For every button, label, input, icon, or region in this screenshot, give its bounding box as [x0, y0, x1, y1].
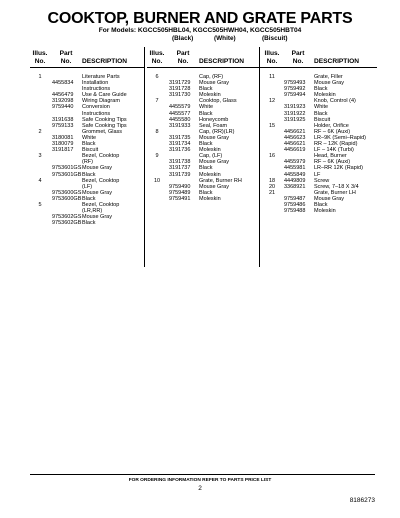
part-row [147, 196, 262, 202]
part-description: Mouse Gray [199, 80, 229, 87]
part-number: 3180081 [52, 134, 74, 141]
part-description: White [82, 134, 97, 141]
variant-white: (White) [214, 34, 236, 42]
part-description: LR–9K (Semi–Rapid) [314, 134, 366, 141]
part-number: 3191817 [52, 147, 74, 154]
part-description: Cap, (RR)(LR) [199, 128, 235, 135]
part-description: Mouse Gray [314, 195, 344, 202]
illus-number: 3 [38, 153, 42, 160]
part-description: LF [314, 171, 321, 178]
part-description: Moleskin [314, 92, 336, 99]
part-number: 9753600GS [52, 189, 82, 196]
illus-number: 5 [38, 201, 42, 208]
part-description: Installation [82, 80, 109, 87]
part-description: Black [82, 141, 96, 148]
part-number: 3191735 [169, 134, 191, 141]
description-header: DESCRIPTION [199, 57, 245, 65]
part-description: Grate, Burner LH [314, 189, 356, 196]
part-number: 3192098 [52, 98, 74, 105]
illus-header: Illus. No. [149, 50, 165, 65]
part-number: 3191739 [169, 171, 191, 178]
part-description: Moleskin [199, 171, 221, 178]
part-description: RR – 12K (Rapid) [314, 141, 358, 148]
part-description: (LR,RR) [82, 208, 103, 215]
part-description: Mouse Gray [82, 165, 112, 172]
part-number: 4456621 [284, 128, 306, 135]
illus-number: 6 [155, 74, 159, 80]
part-description: RF – 6K (Auxi) [314, 159, 351, 166]
part-number: 3191922 [284, 110, 306, 117]
part-description: Bezel, Cooktop [82, 177, 120, 184]
column-header [147, 47, 262, 68]
part-description: Moleskin [199, 195, 221, 202]
part-description: Moleskin [199, 147, 221, 154]
illus-number: 9 [155, 153, 159, 160]
part-row [30, 220, 144, 226]
part-number: 3191933 [169, 122, 191, 129]
part-number: 9759491 [169, 195, 191, 202]
part-description: Mouse Gray [199, 183, 229, 190]
part-description: Safe Cooking Tips [82, 116, 127, 123]
part-description: White [314, 104, 329, 111]
part-description: (RF) [82, 159, 93, 166]
part-description: Black [314, 201, 328, 208]
parts-table [30, 47, 375, 267]
part-description: Moleskin [314, 208, 336, 215]
part-number: 4455580 [169, 116, 191, 123]
part-number: 9753602GB [52, 220, 82, 227]
part-description: Use & Care Guide [82, 92, 127, 99]
illus-number: 16 [268, 153, 276, 160]
column-header [262, 47, 377, 68]
part-number: 3191730 [169, 92, 191, 99]
illus-number: 4 [38, 177, 42, 184]
part-number: 3368921 [284, 183, 306, 190]
part-number: 4455834 [52, 80, 74, 87]
part-description: Safe Cooking Tips [82, 122, 127, 129]
part-description: Black [199, 165, 213, 172]
part-description: Black [314, 110, 328, 117]
part-number: 9753600GB [52, 195, 82, 202]
part-description: Black [82, 171, 96, 178]
part-description: Literature Parts [82, 74, 120, 80]
part-number: 3191729 [169, 80, 191, 87]
part-description: Black [199, 86, 213, 93]
model-list: For Models: KGCC505HBL04, KGCC505HWH04, KGCC505HBT04 [98, 27, 302, 34]
parts-column-2 [147, 47, 262, 202]
illus-number: 2 [38, 128, 42, 135]
illus-header: Illus. No. [32, 50, 48, 65]
part-number: 9759440 [52, 104, 74, 111]
part-number: 4456621 [284, 141, 306, 148]
column-header [30, 47, 144, 68]
part-description: Mouse Gray [82, 214, 112, 221]
part-description: Wiring Diagram [82, 98, 120, 105]
part-header: Part No. [176, 50, 190, 65]
part-description: Cap, (RF) [199, 74, 224, 80]
part-number: 9759489 [169, 189, 191, 196]
part-number: 4456619 [284, 147, 306, 154]
illus-number: 12 [268, 98, 276, 105]
part-description: Conversion [82, 104, 110, 111]
part-number: 9759490 [169, 183, 191, 190]
part-number: 9759494 [284, 92, 306, 99]
part-description: Moleskin [199, 92, 221, 99]
part-description: Knob, Control (4) [314, 98, 356, 105]
part-number: 3191738 [169, 159, 191, 166]
description-header: DESCRIPTION [314, 57, 360, 65]
variant-biscuit: (Biscuit) [262, 34, 288, 42]
document-number: 8186273 [349, 497, 375, 504]
part-description: Bezel, Cooktop [82, 201, 120, 208]
part-description: LF – 14K (Turbi) [314, 147, 354, 154]
part-description: Holder, Orifice [314, 122, 349, 129]
part-number: 3191925 [284, 116, 306, 123]
model-variants [0, 35, 400, 43]
illus-number: 7 [155, 98, 159, 105]
part-description: Screw, 7–18 X 3/4 [314, 183, 359, 190]
part-number: 9753601GB [52, 171, 82, 178]
part-number: 4456623 [284, 134, 306, 141]
part-number: 3191728 [169, 86, 191, 93]
document-header [0, 10, 400, 43]
parts-column-1 [30, 47, 144, 226]
part-number: 9759487 [284, 195, 306, 202]
part-description: Mouse Gray [314, 80, 344, 87]
part-row [262, 208, 377, 214]
part-description: Biscuit [82, 147, 99, 154]
part-number: 9753602GS [52, 214, 82, 221]
part-description: Mouse Gray [199, 159, 229, 166]
part-number: 3180079 [52, 141, 74, 148]
illus-number: 11 [269, 74, 275, 80]
part-number: 4455849 [284, 171, 306, 178]
part-description: Mouse Gray [199, 134, 229, 141]
part-header: Part No. [291, 50, 305, 65]
part-description: Black [82, 220, 96, 227]
part-header: Part No. [59, 50, 73, 65]
part-description: Grommet, Glass [82, 128, 123, 135]
part-description: Instructions [82, 86, 111, 93]
part-description: Cooktop, Glass [199, 98, 237, 105]
footer-divider [30, 474, 375, 475]
part-description: Mouse Gray [82, 189, 112, 196]
part-description: Cap, (LF) [199, 153, 223, 160]
part-number: 3191638 [52, 116, 74, 123]
part-description: RF – 6K (Auxi) [314, 128, 351, 135]
part-number: 3191736 [169, 147, 191, 154]
parts-column-3 [262, 47, 377, 214]
part-description: Head, Burner [314, 153, 347, 160]
part-number: 9759488 [284, 208, 306, 215]
part-number: 4455577 [169, 110, 191, 117]
part-number: 9759493 [284, 80, 306, 87]
part-number: 3191734 [169, 141, 191, 148]
page-title: COOKTOP, BURNER AND GRATE PARTS [47, 10, 353, 27]
part-number: 9759492 [284, 86, 306, 93]
part-number: 3191923 [284, 104, 306, 111]
part-description: Black [82, 195, 96, 202]
part-description: (LF) [82, 183, 93, 190]
illus-number: 20 [268, 183, 276, 190]
illus-number: 10 [153, 177, 161, 184]
part-number: 9753601GS [52, 165, 82, 172]
part-description: Grate, Burner RH [199, 177, 242, 184]
part-description: Black [199, 110, 213, 117]
part-number: 9759133 [52, 122, 74, 129]
illus-header: Illus. No. [264, 50, 280, 65]
ordering-note: FOR ORDERING INFORMATION REFER TO PARTS PRICE LIST [128, 478, 272, 483]
part-number: 4456479 [52, 92, 74, 99]
part-number: 3191737 [169, 165, 191, 172]
part-description: Instructions [82, 110, 111, 117]
part-number: 4455979 [284, 159, 306, 166]
part-description: Black [199, 141, 213, 148]
part-description: Black [314, 86, 328, 93]
part-number: 4455981 [284, 165, 306, 172]
variant-black: (Black) [172, 34, 194, 42]
page-number: 2 [198, 485, 202, 492]
part-number: 4449809 [284, 177, 306, 184]
description-header: DESCRIPTION [82, 57, 128, 65]
part-description: Seal, Foam [199, 122, 228, 129]
illus-number: 15 [268, 122, 276, 129]
illus-number: 8 [155, 128, 159, 135]
part-description: Screw [314, 177, 330, 184]
part-description: Grate, Filler [314, 74, 343, 80]
part-number: 9759486 [284, 201, 306, 208]
part-number: 4455579 [169, 104, 191, 111]
illus-number: 1 [38, 74, 42, 80]
part-description: Biscuit [314, 116, 331, 123]
part-description: LR–RR 12K (Rapid) [314, 165, 363, 172]
illus-number: 21 [268, 189, 276, 196]
part-description: White [199, 104, 214, 111]
part-description: Black [199, 189, 213, 196]
part-description: Honeycomb [199, 116, 229, 123]
part-description: Bezel, Cooktop [82, 153, 120, 160]
illus-number: 18 [268, 177, 276, 184]
